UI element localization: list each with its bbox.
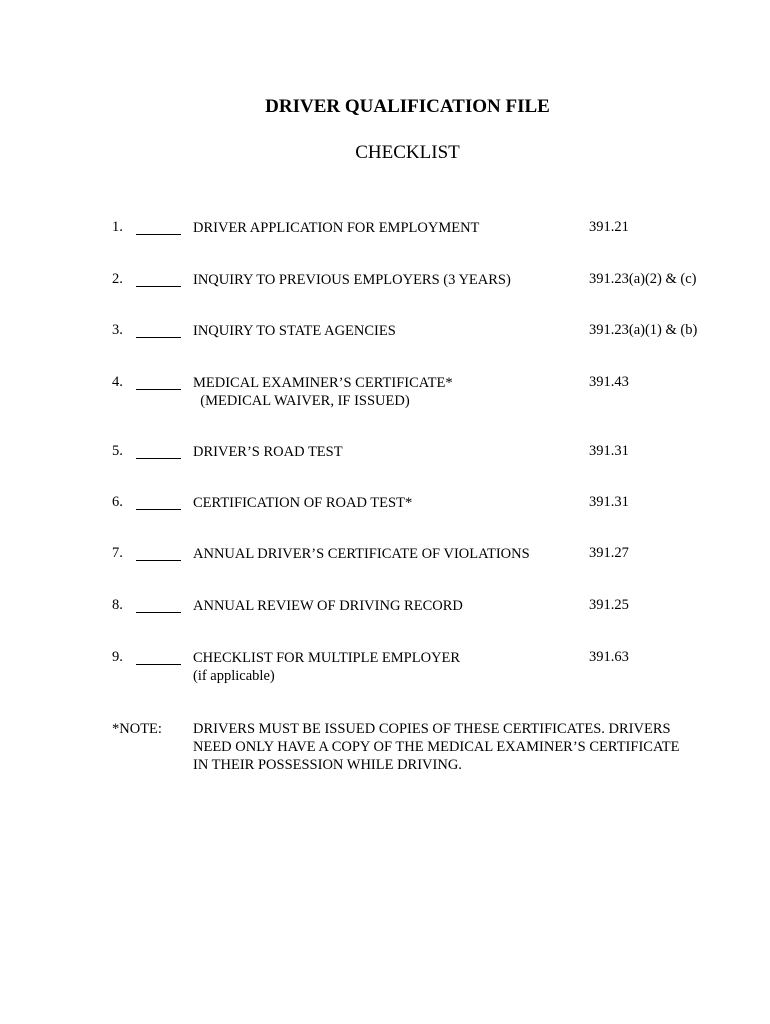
item-label [193,649,460,685]
item-label [193,494,412,512]
item-label [193,443,343,461]
item-subtitle: (if applicable) [193,668,275,684]
item-label [193,219,479,237]
check-blank[interactable] [136,664,181,665]
regulation-code: 391.27 [589,545,629,561]
checklist-item [112,374,752,414]
checklist-item [112,494,752,534]
item-title: CHECKLIST FOR MULTIPLE EMPLOYER [193,650,461,666]
checklist-item [112,219,752,259]
item-number: 2. [112,271,123,287]
regulation-code: 391.23(a)(2) & (c) [589,271,697,287]
item-title: DRIVER’S ROAD TEST [193,444,343,460]
item-subtitle: (MEDICAL WAIVER, IF ISSUED) [193,393,410,409]
item-title: MEDICAL EXAMINER’S CERTIFICATE* [193,375,453,391]
check-blank[interactable] [136,337,181,338]
checklist-item [112,322,752,362]
regulation-code: 391.23(a)(1) & (b) [589,322,698,338]
regulation-code: 391.43 [589,374,629,390]
check-blank[interactable] [136,286,181,287]
item-title: INQUIRY TO PREVIOUS EMPLOYERS (3 YEARS) [193,272,511,288]
regulation-code: 391.31 [589,443,629,459]
regulation-code: 391.63 [589,649,629,665]
item-number: 1. [112,219,123,235]
check-blank[interactable] [136,612,181,613]
item-title: DRIVER APPLICATION FOR EMPLOYMENT [193,220,480,236]
item-label [193,322,396,340]
item-label [193,374,453,410]
check-blank[interactable] [136,560,181,561]
item-number: 7. [112,545,123,561]
item-title: ANNUAL REVIEW OF DRIVING RECORD [193,598,463,614]
note-body [193,720,733,774]
item-label [193,545,530,563]
check-blank[interactable] [136,509,181,510]
item-title: INQUIRY TO STATE AGENCIES [193,323,396,339]
checklist-item [112,271,752,311]
item-number: 8. [112,597,123,613]
regulation-code: 391.31 [589,494,629,510]
item-title: ANNUAL DRIVER’S CERTIFICATE OF VIOLATIONS [193,546,530,562]
checklist-item [112,443,752,483]
check-blank[interactable] [136,234,181,235]
item-number: 9. [112,649,123,665]
note-line: NEED ONLY HAVE A COPY OF THE MEDICAL EXAMINER’S CERTIFICATE [193,739,680,755]
item-label [193,597,463,615]
check-blank[interactable] [136,458,181,459]
item-number: 6. [112,494,123,510]
document-title: DRIVER QUALIFICATION FILE [265,96,550,117]
item-title: CERTIFICATION OF ROAD TEST* [193,495,413,511]
note-line: DRIVERS MUST BE ISSUED COPIES OF THESE CERTIFICATES. DRIVERS [193,721,671,737]
checklist-item [112,545,752,585]
regulation-code: 391.21 [589,219,629,235]
regulation-code: 391.25 [589,597,629,613]
item-number: 4. [112,374,123,390]
check-blank[interactable] [136,389,181,390]
document-subtitle: CHECKLIST [355,142,460,163]
note-line: IN THEIR POSSESSION WHILE DRIVING. [193,757,462,773]
checklist-item [112,597,752,637]
item-number: 3. [112,322,123,338]
checklist-item [112,649,752,689]
item-label [193,271,511,289]
note-heading: *NOTE: [112,721,162,737]
item-number: 5. [112,443,123,459]
